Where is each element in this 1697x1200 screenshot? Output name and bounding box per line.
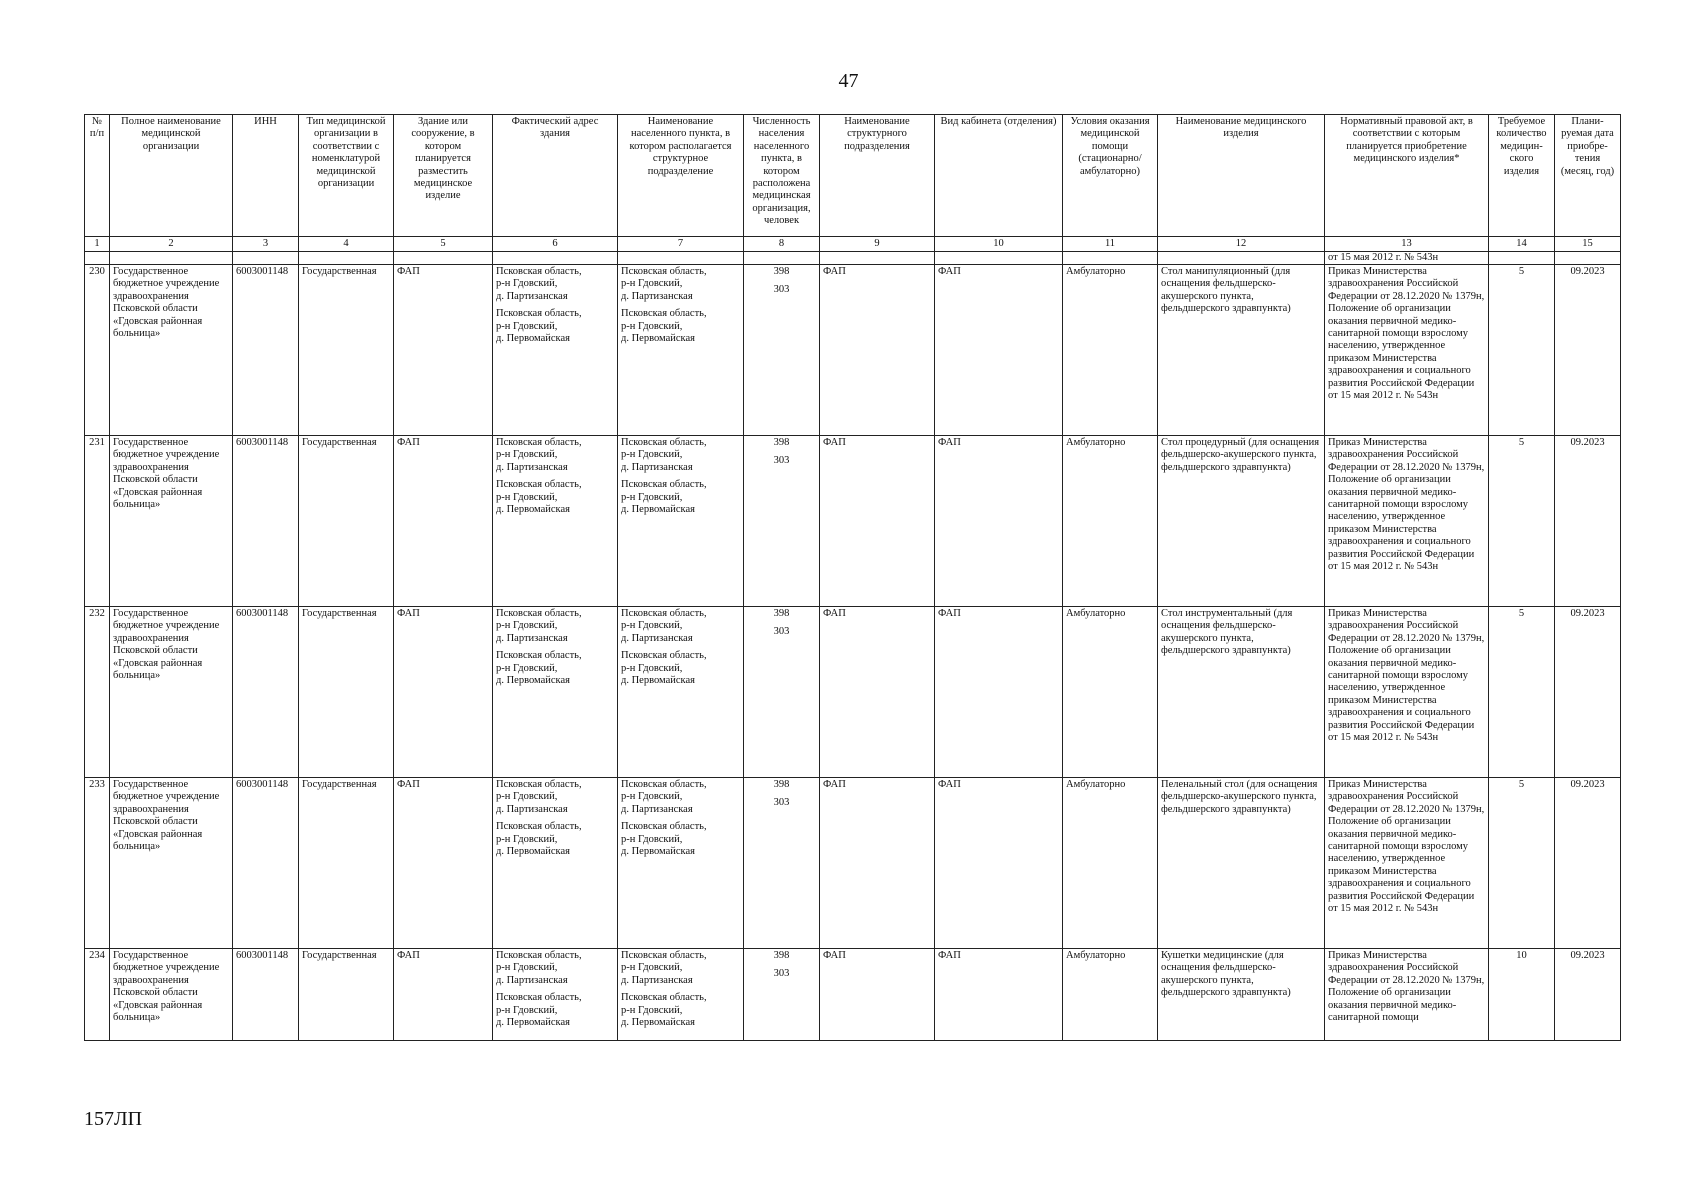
address-line: Псковская область, bbox=[621, 650, 707, 662]
table-row bbox=[85, 265, 1621, 436]
header-cell: Условия оказания медицинской помощи (стационарно/ амбулаторно) bbox=[1063, 115, 1158, 237]
column-number: 3 bbox=[233, 237, 299, 252]
settlement-name bbox=[618, 778, 744, 949]
structural-unit: ФАП bbox=[820, 778, 935, 949]
continuation-text: от 15 мая 2012 г. № 543н bbox=[1325, 252, 1489, 265]
actual-address bbox=[493, 778, 618, 949]
legal-act: Приказ Министерства здравоохранения Российской Федерации от 28.12.2020 № 1379н, Положение об организации оказания первичной медико-санитарной помощи взрослому населению, утвержденное приказом Министерства здравоохранения и социального развития Российской Федерации от 15 мая 2012 г. № 543н bbox=[1325, 265, 1489, 436]
inn-value: 6003001148 bbox=[233, 436, 299, 607]
address-line: д. Партизанская bbox=[496, 290, 568, 302]
address-line: д. Партизанская bbox=[621, 974, 693, 986]
address-line: д. Партизанская bbox=[621, 803, 693, 815]
structural-unit: ФАП bbox=[820, 436, 935, 607]
address-line: Псковская область, bbox=[621, 821, 707, 833]
address-line: Псковская область, bbox=[496, 821, 582, 833]
address-line: р-н Гдовский, bbox=[621, 449, 683, 461]
planned-date: 09.2023 bbox=[1555, 607, 1621, 778]
header-cell: Численность населения населенного пункта, в котором расположена медицинская организация, человек bbox=[744, 115, 820, 237]
population-value: 398 bbox=[773, 950, 790, 961]
column-number: 1 bbox=[85, 237, 110, 252]
address-line: д. Первомайская bbox=[496, 333, 570, 345]
column-number: 9 bbox=[820, 237, 935, 252]
address-line: д. Партизанская bbox=[621, 461, 693, 473]
building: ФАП bbox=[394, 265, 493, 436]
population bbox=[744, 265, 820, 436]
row-number: 230 bbox=[85, 265, 110, 436]
legal-act: Приказ Министерства здравоохранения Российской Федерации от 28.12.2020 № 1379н, Положение об организации оказания первичной медико-санитарной помощи взрослому населению, утвержденное приказом Министерства здравоохранения и социального развития Российской Федерации от 15 мая 2012 г. № 543н bbox=[1325, 778, 1489, 949]
address-line: р-н Гдовский, bbox=[621, 278, 683, 290]
care-conditions: Амбулаторно bbox=[1063, 436, 1158, 607]
column-number: 4 bbox=[299, 237, 394, 252]
row-number: 232 bbox=[85, 607, 110, 778]
address-line: Псковская область, bbox=[496, 650, 582, 662]
inn-value: 6003001148 bbox=[233, 949, 299, 1041]
column-number: 2 bbox=[110, 237, 233, 252]
structural-unit: ФАП bbox=[820, 949, 935, 1041]
address-line: р-н Гдовский, bbox=[496, 662, 558, 674]
settlement-name bbox=[618, 607, 744, 778]
address-line: р-н Гдовский, bbox=[621, 620, 683, 632]
address-line: д. Первомайская bbox=[621, 504, 695, 516]
address-line: р-н Гдовский, bbox=[496, 449, 558, 461]
address-line: Псковская область, bbox=[496, 779, 582, 790]
organization-type: Государственная bbox=[299, 436, 394, 607]
address-line: Псковская область, bbox=[621, 308, 707, 320]
address-line: Псковская область, bbox=[496, 437, 582, 448]
row-number: 231 bbox=[85, 436, 110, 607]
table-row bbox=[85, 607, 1621, 778]
column-number: 11 bbox=[1063, 237, 1158, 252]
population-value: 303 bbox=[773, 626, 790, 638]
organization-type: Государственная bbox=[299, 778, 394, 949]
column-number: 10 bbox=[935, 237, 1063, 252]
table-row bbox=[85, 949, 1621, 1041]
actual-address bbox=[493, 949, 618, 1041]
header-cell: Плани-руемая дата приобре-тения (месяц, год) bbox=[1555, 115, 1621, 237]
address-line: р-н Гдовский, bbox=[621, 1004, 683, 1016]
address-line: д. Партизанская bbox=[496, 632, 568, 644]
address-line: р-н Гдовский, bbox=[496, 491, 558, 503]
actual-address bbox=[493, 607, 618, 778]
address-line: р-н Гдовский, bbox=[496, 791, 558, 803]
address-line: р-н Гдовский, bbox=[496, 1004, 558, 1016]
address-line: р-н Гдовский, bbox=[621, 320, 683, 332]
address-line: д. Партизанская bbox=[496, 461, 568, 473]
column-number-row bbox=[85, 237, 1621, 252]
population-value: 303 bbox=[773, 968, 790, 980]
building: ФАП bbox=[394, 778, 493, 949]
table-row bbox=[85, 436, 1621, 607]
address-line: р-н Гдовский, bbox=[496, 278, 558, 290]
legal-act: Приказ Министерства здравоохранения Российской Федерации от 28.12.2020 № 1379н, Положение об организации оказания первичной медико-санитарной помощи bbox=[1325, 949, 1489, 1041]
column-number: 5 bbox=[394, 237, 493, 252]
address-line: д. Первомайская bbox=[496, 504, 570, 516]
population-value: 398 bbox=[773, 437, 790, 448]
inn-value: 6003001148 bbox=[233, 265, 299, 436]
organization-name: Государственное бюджетное учреждение здравоохранения Псковской области «Гдовская районная больница» bbox=[110, 436, 233, 607]
address-line: р-н Гдовский, bbox=[621, 491, 683, 503]
header-cell: Наименование медицинского изделия bbox=[1158, 115, 1325, 237]
address-line: Псковская область, bbox=[621, 779, 707, 790]
address-line: Псковская область, bbox=[621, 950, 707, 961]
building: ФАП bbox=[394, 607, 493, 778]
required-quantity: 10 bbox=[1489, 949, 1555, 1041]
column-number: 12 bbox=[1158, 237, 1325, 252]
cabinet-type: ФАП bbox=[935, 607, 1063, 778]
settlement-name bbox=[618, 265, 744, 436]
population-value: 398 bbox=[773, 608, 790, 619]
header-cell: Наименование структурного подразделения bbox=[820, 115, 935, 237]
device-name: Стол процедурный (для оснащения фельдшерско-акушерского пункта, фельдшерского здравпункта) bbox=[1158, 436, 1325, 607]
care-conditions: Амбулаторно bbox=[1063, 949, 1158, 1041]
page-number: 47 bbox=[838, 70, 859, 92]
device-name: Стол инструментальный (для оснащения фельдшерско-акушерского пункта, фельдшерского здравпункта) bbox=[1158, 607, 1325, 778]
header-cell: Требуемое количество медицин-ского изделия bbox=[1489, 115, 1555, 237]
device-name: Кушетки медицинские (для оснащения фельдшерско-акушерского пункта, фельдшерского здравпункта) bbox=[1158, 949, 1325, 1041]
header-cell: Здание или сооружение, в котором планируется разместить медицинское изделие bbox=[394, 115, 493, 237]
address-line: д. Партизанская bbox=[621, 290, 693, 302]
continuation-row bbox=[85, 252, 1621, 265]
organization-name: Государственное бюджетное учреждение здравоохранения Псковской области «Гдовская районная больница» bbox=[110, 265, 233, 436]
header-cell: Фактический адрес здания bbox=[493, 115, 618, 237]
structural-unit: ФАП bbox=[820, 607, 935, 778]
header-cell: Тип медицинской организации в соответствии с номенклатурой медицинской организации bbox=[299, 115, 394, 237]
device-name: Пеленальный стол (для оснащения фельдшерско-акушерского пункта, фельдшерского здравпункта) bbox=[1158, 778, 1325, 949]
legal-act: Приказ Министерства здравоохранения Российской Федерации от 28.12.2020 № 1379н, Положение об организации оказания первичной медико-санитарной помощи взрослому населению, утвержденное приказом Министерства здравоохранения и социального развития Российской Федерации от 15 мая 2012 г. № 543н bbox=[1325, 607, 1489, 778]
column-number: 8 bbox=[744, 237, 820, 252]
cabinet-type: ФАП bbox=[935, 778, 1063, 949]
organization-name: Государственное бюджетное учреждение здравоохранения Псковской области «Гдовская районная больница» bbox=[110, 607, 233, 778]
population-value: 303 bbox=[773, 455, 790, 467]
address-line: р-н Гдовский, bbox=[496, 320, 558, 332]
cabinet-type: ФАП bbox=[935, 949, 1063, 1041]
care-conditions: Амбулаторно bbox=[1063, 778, 1158, 949]
address-line: д. Первомайская bbox=[496, 846, 570, 858]
address-line: р-н Гдовский, bbox=[496, 620, 558, 632]
required-quantity: 5 bbox=[1489, 436, 1555, 607]
planned-date: 09.2023 bbox=[1555, 436, 1621, 607]
building: ФАП bbox=[394, 436, 493, 607]
organization-type: Государственная bbox=[299, 265, 394, 436]
address-line: Псковская область, bbox=[621, 608, 707, 619]
column-number: 6 bbox=[493, 237, 618, 252]
address-line: д. Партизанская bbox=[621, 632, 693, 644]
required-quantity: 5 bbox=[1489, 265, 1555, 436]
address-line: д. Партизанская bbox=[496, 974, 568, 986]
population bbox=[744, 436, 820, 607]
inn-value: 6003001148 bbox=[233, 607, 299, 778]
header-cell: Наименование населенного пункта, в котором располагается структурное подразделение bbox=[618, 115, 744, 237]
planned-date: 09.2023 bbox=[1555, 265, 1621, 436]
inn-value: 6003001148 bbox=[233, 778, 299, 949]
settlement-name bbox=[618, 949, 744, 1041]
address-line: д. Первомайская bbox=[496, 1017, 570, 1029]
planned-date: 09.2023 bbox=[1555, 949, 1621, 1041]
column-number: 15 bbox=[1555, 237, 1621, 252]
address-line: д. Первомайская bbox=[621, 1017, 695, 1029]
address-line: р-н Гдовский, bbox=[621, 791, 683, 803]
column-number: 14 bbox=[1489, 237, 1555, 252]
organization-type: Государственная bbox=[299, 949, 394, 1041]
header-row bbox=[85, 115, 1621, 237]
address-line: Псковская область, bbox=[621, 992, 707, 1004]
address-line: д. Первомайская bbox=[496, 675, 570, 687]
population-value: 303 bbox=[773, 284, 790, 296]
address-line: р-н Гдовский, bbox=[496, 962, 558, 974]
settlement-name bbox=[618, 436, 744, 607]
address-line: д. Первомайская bbox=[621, 675, 695, 687]
legal-act: Приказ Министерства здравоохранения Российской Федерации от 28.12.2020 № 1379н, Положение об организации оказания первичной медико-санитарной помощи взрослому населению, утвержденное приказом Министерства здравоохранения и социального развития Российской Федерации от 15 мая 2012 г. № 543н bbox=[1325, 436, 1489, 607]
population bbox=[744, 607, 820, 778]
address-line: Псковская область, bbox=[496, 608, 582, 619]
equipment-table bbox=[84, 114, 1621, 1041]
row-number: 234 bbox=[85, 949, 110, 1041]
device-name: Стол манипуляционный (для оснащения фельдшерско-акушерского пункта, фельдшерского здравпункта) bbox=[1158, 265, 1325, 436]
address-line: д. Партизанская bbox=[496, 803, 568, 815]
address-line: Псковская область, bbox=[496, 308, 582, 320]
actual-address bbox=[493, 436, 618, 607]
row-number: 233 bbox=[85, 778, 110, 949]
address-line: р-н Гдовский, bbox=[621, 962, 683, 974]
planned-date: 09.2023 bbox=[1555, 778, 1621, 949]
population bbox=[744, 778, 820, 949]
required-quantity: 5 bbox=[1489, 607, 1555, 778]
header-cell: ИНН bbox=[233, 115, 299, 237]
address-line: Псковская область, bbox=[496, 266, 582, 277]
structural-unit: ФАП bbox=[820, 265, 935, 436]
building: ФАП bbox=[394, 949, 493, 1041]
cabinet-type: ФАП bbox=[935, 265, 1063, 436]
address-line: р-н Гдовский, bbox=[496, 833, 558, 845]
address-line: Псковская область, bbox=[621, 266, 707, 277]
header-cell: № п/п bbox=[85, 115, 110, 237]
table-row bbox=[85, 778, 1621, 949]
address-line: Псковская область, bbox=[621, 437, 707, 448]
care-conditions: Амбулаторно bbox=[1063, 265, 1158, 436]
address-line: д. Первомайская bbox=[621, 333, 695, 345]
address-line: Псковская область, bbox=[496, 992, 582, 1004]
population-value: 398 bbox=[773, 266, 790, 277]
column-number: 13 bbox=[1325, 237, 1489, 252]
address-line: р-н Гдовский, bbox=[621, 662, 683, 674]
organization-name: Государственное бюджетное учреждение здравоохранения Псковской области «Гдовская районная больница» bbox=[110, 778, 233, 949]
address-line: Псковская область, bbox=[621, 479, 707, 491]
care-conditions: Амбулаторно bbox=[1063, 607, 1158, 778]
cabinet-type: ФАП bbox=[935, 436, 1063, 607]
header-cell: Полное наименование медицинской организации bbox=[110, 115, 233, 237]
header-cell: Нормативный правовой акт, в соответствии с которым планируется приобретение медицинского изделия* bbox=[1325, 115, 1489, 237]
population-value: 398 bbox=[773, 779, 790, 790]
population bbox=[744, 949, 820, 1041]
organization-type: Государственная bbox=[299, 607, 394, 778]
address-line: д. Первомайская bbox=[621, 846, 695, 858]
address-line: р-н Гдовский, bbox=[621, 833, 683, 845]
population-value: 303 bbox=[773, 797, 790, 809]
address-line: Псковская область, bbox=[496, 950, 582, 961]
actual-address bbox=[493, 265, 618, 436]
header-cell: Вид кабинета (отделения) bbox=[935, 115, 1063, 237]
organization-name: Государственное бюджетное учреждение здравоохранения Псковской области «Гдовская районная больница» bbox=[110, 949, 233, 1041]
required-quantity: 5 bbox=[1489, 778, 1555, 949]
address-line: Псковская область, bbox=[496, 479, 582, 491]
footer-code: 157ЛП bbox=[84, 1108, 143, 1130]
column-number: 7 bbox=[618, 237, 744, 252]
